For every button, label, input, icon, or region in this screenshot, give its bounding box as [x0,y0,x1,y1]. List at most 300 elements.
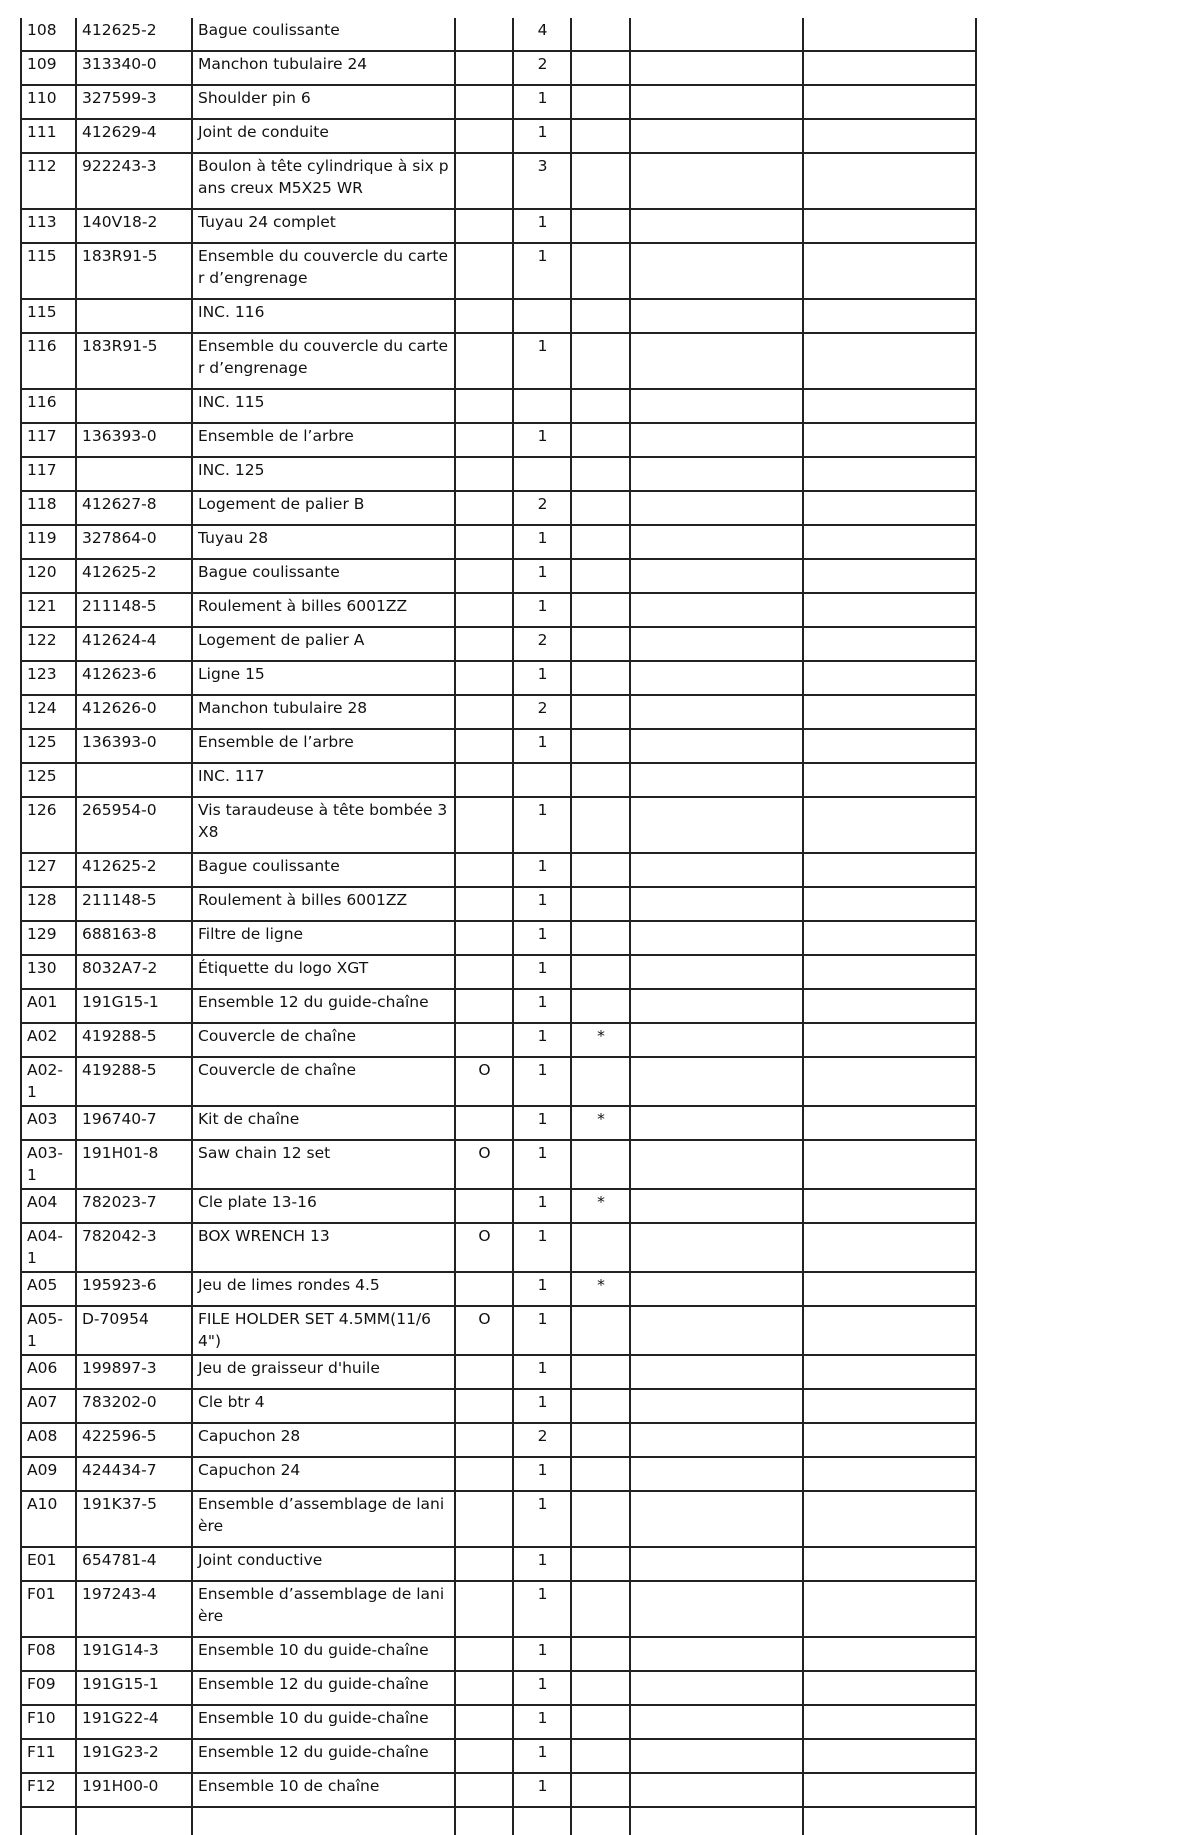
part-number-cell: 140V18-2 [76,209,192,243]
extra-cell-1 [630,1140,803,1189]
description-cell: Bague coulissante [192,559,455,593]
note-cell [571,1739,630,1773]
extra-cell-1 [630,797,803,853]
extra-cell-2 [803,887,976,921]
description-cell: Ensemble de l’arbre [192,729,455,763]
extra-cell-2 [803,491,976,525]
empty-cell [455,1807,513,1835]
option-cell [455,1355,513,1389]
extra-cell-2 [803,627,976,661]
extra-cell-2 [803,989,976,1023]
table-row [21,1306,976,1355]
description-cell: Ensemble d’assemblage de lanière [192,1581,455,1637]
part-number-cell: 199897-3 [76,1355,192,1389]
table-row [21,1140,976,1189]
note-cell: * [571,1272,630,1306]
note-cell: * [571,1106,630,1140]
note-cell [571,797,630,853]
description-cell: INC. 117 [192,763,455,797]
table-row [21,729,976,763]
description-cell: Ensemble 12 du guide-chaîne [192,989,455,1023]
quantity-cell: 1 [513,1272,571,1306]
part-number-cell: 412625-2 [76,559,192,593]
extra-cell-1 [630,1389,803,1423]
extra-cell-1 [630,119,803,153]
description-cell: Ensemble du couvercle du carter d’engrenage [192,333,455,389]
option-cell [455,695,513,729]
quantity-cell: 1 [513,887,571,921]
description-cell: Cle plate 13-16 [192,1189,455,1223]
option-cell [455,1581,513,1637]
quantity-cell: 1 [513,1739,571,1773]
part-number-cell: 191G23-2 [76,1739,192,1773]
note-cell [571,661,630,695]
extra-cell-1 [630,559,803,593]
ref-no-cell: F12 [21,1773,76,1807]
table-row [21,119,976,153]
quantity-cell: 1 [513,85,571,119]
part-number-cell: 191H00-0 [76,1773,192,1807]
option-cell [455,593,513,627]
table-row [21,1671,976,1705]
table-row [21,1355,976,1389]
quantity-cell: 1 [513,1773,571,1807]
table-row [21,18,976,51]
table-row [21,1057,976,1106]
option-cell [455,1705,513,1739]
quantity-cell: 1 [513,1581,571,1637]
note-cell [571,695,630,729]
extra-cell-2 [803,1491,976,1547]
extra-cell-2 [803,1106,976,1140]
note-cell [571,1773,630,1807]
extra-cell-1 [630,243,803,299]
option-cell [455,921,513,955]
note-cell [571,209,630,243]
quantity-cell [513,299,571,333]
extra-cell-1 [630,333,803,389]
extra-cell-1 [630,1306,803,1355]
ref-no-cell: A02 [21,1023,76,1057]
extra-cell-2 [803,661,976,695]
description-cell: Ensemble 12 du guide-chaîne [192,1739,455,1773]
part-number-cell: 265954-0 [76,797,192,853]
note-cell [571,1140,630,1189]
extra-cell-2 [803,209,976,243]
table-row [21,1189,976,1223]
ref-no-cell: 109 [21,51,76,85]
extra-cell-1 [630,457,803,491]
quantity-cell: 1 [513,661,571,695]
ref-no-cell: A04-1 [21,1223,76,1272]
quantity-cell: 1 [513,119,571,153]
extra-cell-1 [630,1272,803,1306]
ref-no-cell: 116 [21,389,76,423]
description-cell: Ensemble 10 du guide-chaîne [192,1705,455,1739]
part-number-cell: 412629-4 [76,119,192,153]
table-row [21,491,976,525]
description-cell: Ensemble 10 du guide-chaîne [192,1637,455,1671]
part-number-cell: 654781-4 [76,1547,192,1581]
quantity-cell: 1 [513,1491,571,1547]
ref-no-cell: 122 [21,627,76,661]
extra-cell-1 [630,18,803,51]
description-cell: Capuchon 28 [192,1423,455,1457]
part-number-cell: 412625-2 [76,853,192,887]
extra-cell-1 [630,153,803,209]
quantity-cell: 1 [513,989,571,1023]
quantity-cell: 2 [513,51,571,85]
table-row [21,1272,976,1306]
quantity-cell: 1 [513,729,571,763]
extra-cell-2 [803,333,976,389]
description-cell: Couvercle de chaîne [192,1023,455,1057]
table-row [21,921,976,955]
ref-no-cell: 108 [21,18,76,51]
extra-cell-2 [803,1705,976,1739]
quantity-cell: 2 [513,1423,571,1457]
table-row [21,457,976,491]
table-row [21,243,976,299]
table-row [21,1637,976,1671]
ref-no-cell: 118 [21,491,76,525]
extra-cell-2 [803,559,976,593]
ref-no-cell: 110 [21,85,76,119]
part-number-cell: 191K37-5 [76,1491,192,1547]
table-row [21,627,976,661]
part-number-cell [76,457,192,491]
table-row [21,1491,976,1547]
part-number-cell: D-70954 [76,1306,192,1355]
option-cell [455,153,513,209]
extra-cell-1 [630,1023,803,1057]
ref-no-cell: 115 [21,299,76,333]
description-cell: INC. 115 [192,389,455,423]
part-number-cell: 196740-7 [76,1106,192,1140]
option-cell [455,209,513,243]
note-cell [571,51,630,85]
ref-no-cell: 120 [21,559,76,593]
extra-cell-2 [803,1355,976,1389]
table-row [21,887,976,921]
extra-cell-1 [630,85,803,119]
extra-cell-1 [630,1223,803,1272]
note-cell [571,729,630,763]
part-number-cell: 327864-0 [76,525,192,559]
extra-cell-1 [630,593,803,627]
extra-cell-2 [803,457,976,491]
extra-cell-1 [630,763,803,797]
description-cell: Kit de chaîne [192,1106,455,1140]
part-number-cell: 412625-2 [76,18,192,51]
option-cell [455,729,513,763]
extra-cell-1 [630,955,803,989]
description-cell: Capuchon 24 [192,1457,455,1491]
extra-cell-1 [630,525,803,559]
option-cell [455,18,513,51]
ref-no-cell: 117 [21,457,76,491]
note-cell [571,1581,630,1637]
table-row-continued [21,1807,976,1835]
empty-cell [803,1807,976,1835]
description-cell: Jeu de graisseur d'huile [192,1355,455,1389]
ref-no-cell: 127 [21,853,76,887]
description-cell: Bague coulissante [192,853,455,887]
part-number-cell: 783202-0 [76,1389,192,1423]
option-cell [455,1457,513,1491]
description-cell: Tuyau 24 complet [192,209,455,243]
ref-no-cell: 111 [21,119,76,153]
note-cell: * [571,1189,630,1223]
quantity-cell: 1 [513,1057,571,1106]
table-row [21,853,976,887]
description-cell: Jeu de limes rondes 4.5 [192,1272,455,1306]
note-cell [571,887,630,921]
extra-cell-2 [803,1547,976,1581]
description-cell: Vis taraudeuse à tête bombée 3X8 [192,797,455,853]
table-row [21,51,976,85]
quantity-cell: 1 [513,853,571,887]
extra-cell-2 [803,729,976,763]
empty-cell [192,1807,455,1835]
ref-no-cell: 119 [21,525,76,559]
extra-cell-2 [803,853,976,887]
quantity-cell: 1 [513,559,571,593]
extra-cell-1 [630,299,803,333]
description-cell: Bague coulissante [192,18,455,51]
quantity-cell: 1 [513,243,571,299]
extra-cell-2 [803,1057,976,1106]
quantity-cell [513,389,571,423]
extra-cell-1 [630,491,803,525]
note-cell [571,1547,630,1581]
ref-no-cell: 125 [21,729,76,763]
option-cell: O [455,1223,513,1272]
extra-cell-2 [803,1272,976,1306]
extra-cell-1 [630,695,803,729]
extra-cell-1 [630,423,803,457]
note-cell [571,921,630,955]
extra-cell-1 [630,887,803,921]
ref-no-cell: 125 [21,763,76,797]
extra-cell-1 [630,389,803,423]
ref-no-cell: F10 [21,1705,76,1739]
quantity-cell: 3 [513,153,571,209]
quantity-cell: 1 [513,1671,571,1705]
note-cell [571,1306,630,1355]
table-row [21,1547,976,1581]
note-cell [571,119,630,153]
note-cell [571,153,630,209]
option-cell [455,389,513,423]
part-number-cell: 8032A7-2 [76,955,192,989]
option-cell [455,491,513,525]
description-cell: Manchon tubulaire 24 [192,51,455,85]
part-number-cell: 313340-0 [76,51,192,85]
description-cell: Joint de conduite [192,119,455,153]
note-cell [571,593,630,627]
part-number-cell: 183R91-5 [76,243,192,299]
part-number-cell: 136393-0 [76,423,192,457]
ref-no-cell: 115 [21,243,76,299]
description-cell: Roulement à billes 6001ZZ [192,593,455,627]
note-cell [571,423,630,457]
ref-no-cell: A08 [21,1423,76,1457]
description-cell: Ensemble du couvercle du carter d’engrenage [192,243,455,299]
extra-cell-1 [630,1057,803,1106]
table-row [21,955,976,989]
description-cell: Tuyau 28 [192,525,455,559]
table-row [21,593,976,627]
part-number-cell [76,389,192,423]
option-cell [455,1423,513,1457]
extra-cell-1 [630,661,803,695]
quantity-cell: 1 [513,921,571,955]
description-cell: Ensemble 12 du guide-chaîne [192,1671,455,1705]
note-cell [571,491,630,525]
extra-cell-2 [803,797,976,853]
part-number-cell: 197243-4 [76,1581,192,1637]
note-cell [571,243,630,299]
extra-cell-2 [803,1223,976,1272]
ref-no-cell: 112 [21,153,76,209]
ref-no-cell: 123 [21,661,76,695]
table-row [21,763,976,797]
part-number-cell: 419288-5 [76,1057,192,1106]
extra-cell-2 [803,1140,976,1189]
description-cell: Cle btr 4 [192,1389,455,1423]
ref-no-cell: F09 [21,1671,76,1705]
quantity-cell: 1 [513,1140,571,1189]
extra-cell-1 [630,1355,803,1389]
quantity-cell: 1 [513,1389,571,1423]
note-cell [571,1491,630,1547]
part-number-cell: 191G14-3 [76,1637,192,1671]
extra-cell-2 [803,1423,976,1457]
ref-no-cell: A05-1 [21,1306,76,1355]
extra-cell-1 [630,1491,803,1547]
note-cell [571,559,630,593]
empty-cell [571,1807,630,1835]
option-cell [455,51,513,85]
description-cell: Étiquette du logo XGT [192,955,455,989]
extra-cell-1 [630,209,803,243]
option-cell [455,627,513,661]
option-cell [455,1739,513,1773]
option-cell [455,1637,513,1671]
extra-cell-1 [630,51,803,85]
part-number-cell [76,299,192,333]
part-number-cell: 782023-7 [76,1189,192,1223]
description-cell: Ensemble d’assemblage de lanière [192,1491,455,1547]
ref-no-cell: 124 [21,695,76,729]
part-number-cell: 195923-6 [76,1272,192,1306]
quantity-cell [513,457,571,491]
extra-cell-2 [803,243,976,299]
option-cell [455,989,513,1023]
extra-cell-2 [803,921,976,955]
table-row [21,1389,976,1423]
description-cell: Joint conductive [192,1547,455,1581]
note-cell [571,389,630,423]
part-number-cell: 191G15-1 [76,989,192,1023]
extra-cell-2 [803,389,976,423]
ref-no-cell: 126 [21,797,76,853]
description-cell: Boulon à tête cylindrique à six pans creux M5X25 WR [192,153,455,209]
option-cell: O [455,1140,513,1189]
part-number-cell: 424434-7 [76,1457,192,1491]
part-number-cell: 422596-5 [76,1423,192,1457]
quantity-cell: 1 [513,423,571,457]
part-number-cell: 191G15-1 [76,1671,192,1705]
note-cell: * [571,1023,630,1057]
part-number-cell: 922243-3 [76,153,192,209]
quantity-cell: 1 [513,1189,571,1223]
option-cell [455,1491,513,1547]
note-cell [571,763,630,797]
option-cell [455,1773,513,1807]
table-row [21,1423,976,1457]
extra-cell-1 [630,1423,803,1457]
note-cell [571,989,630,1023]
ref-no-cell: F11 [21,1739,76,1773]
table-row [21,559,976,593]
part-number-cell: 136393-0 [76,729,192,763]
extra-cell-1 [630,729,803,763]
table-row [21,389,976,423]
note-cell [571,18,630,51]
ref-no-cell: A09 [21,1457,76,1491]
table-row [21,661,976,695]
extra-cell-2 [803,1023,976,1057]
quantity-cell: 1 [513,1355,571,1389]
extra-cell-2 [803,1306,976,1355]
extra-cell-2 [803,1581,976,1637]
description-cell: INC. 125 [192,457,455,491]
extra-cell-2 [803,1739,976,1773]
ref-no-cell: A03-1 [21,1140,76,1189]
quantity-cell: 1 [513,1023,571,1057]
option-cell [455,763,513,797]
option-cell [455,299,513,333]
part-number-cell: 412627-8 [76,491,192,525]
extra-cell-2 [803,85,976,119]
part-number-cell: 191H01-8 [76,1140,192,1189]
ref-no-cell: A05 [21,1272,76,1306]
quantity-cell: 1 [513,1457,571,1491]
ref-no-cell: F01 [21,1581,76,1637]
note-cell [571,299,630,333]
ref-no-cell: 129 [21,921,76,955]
option-cell [455,887,513,921]
option-cell [455,797,513,853]
note-cell [571,1637,630,1671]
empty-cell [21,1807,76,1835]
part-number-cell: 191G22-4 [76,1705,192,1739]
option-cell: O [455,1306,513,1355]
note-cell [571,1355,630,1389]
table-row [21,1223,976,1272]
quantity-cell: 1 [513,1106,571,1140]
extra-cell-1 [630,1705,803,1739]
note-cell [571,1057,630,1106]
extra-cell-2 [803,1389,976,1423]
note-cell [571,1389,630,1423]
extra-cell-1 [630,853,803,887]
extra-cell-1 [630,1637,803,1671]
option-cell [455,661,513,695]
option-cell [455,559,513,593]
